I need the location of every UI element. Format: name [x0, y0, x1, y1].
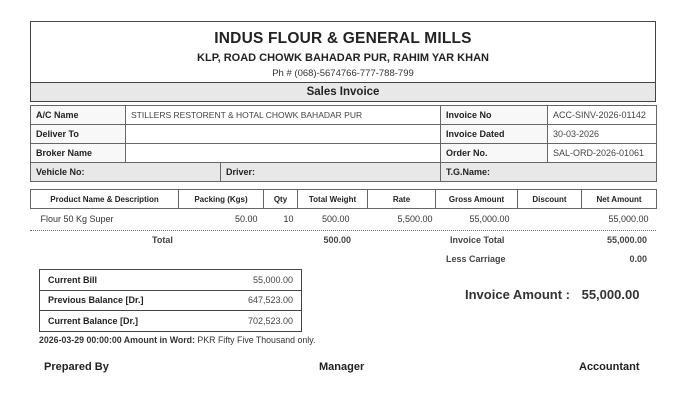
balance-table [39, 269, 302, 332]
invoice-no-value: ACC-SINV-2026-01142 [548, 106, 657, 125]
items-table [30, 189, 657, 229]
col-header-rate: Rate [368, 190, 436, 209]
amount-in-word [39, 335, 315, 345]
current-balance-value: 702,523.00 [190, 311, 302, 332]
less-carriage-value: 0.00 [629, 254, 647, 264]
item-qty: 10 [283, 213, 294, 224]
invoice-amount [465, 287, 639, 302]
item-rate: 5,500.00 [397, 213, 433, 224]
col-header-discount: Discount [518, 190, 582, 209]
item-weight: 500.00 [321, 213, 350, 224]
items-divider [30, 230, 656, 231]
invoice-title: Sales Invoice [30, 82, 656, 102]
table-row [31, 209, 657, 229]
broker-name-value [126, 144, 441, 163]
prepared-by-label: Prepared By [44, 361, 109, 373]
col-header-net: Net Amount [582, 190, 657, 209]
total-weight: 500.00 [323, 235, 351, 245]
previous-balance-value: 647,523.00 [190, 290, 302, 311]
order-no-label: Order No. [441, 144, 548, 163]
amount-in-word-text: PKR Fifty Five Thousand only. [197, 335, 316, 345]
company-address: KLP, ROAD CHOWK BAHADAR PUR, RAHIM YAR KHAN [197, 52, 489, 64]
order-no-value: SAL-ORD-2026-01061 [548, 144, 657, 163]
invoice-info-table [30, 105, 657, 182]
ac-name-value: STILLERS RESTORENT & HOTAL CHOWK BAHADAR PUR [126, 106, 441, 125]
accountant-label: Accountant [579, 361, 640, 373]
invoice-header [30, 21, 656, 82]
item-gross: 55,000.00 [469, 213, 510, 224]
invoice-total-label: Invoice Total [450, 235, 505, 245]
col-header-packing: Packing (Kgs) [179, 190, 264, 209]
invoice-amount-value: 55,000.00 [581, 287, 640, 302]
col-header-product: Product Name & Description [31, 190, 179, 209]
balance-row-current-bill [40, 270, 302, 291]
col-header-gross: Gross Amount [436, 190, 518, 209]
col-header-qty: Qty [264, 190, 298, 209]
info-row-ac-name [31, 106, 657, 125]
item-packing: 50.00 [234, 213, 258, 224]
col-header-weight: Total Weight [298, 190, 368, 209]
current-balance-label: Current Balance [Dr.] [40, 311, 190, 332]
invoice-no-label: Invoice No [441, 106, 548, 125]
ac-name-label: A/C Name [31, 106, 126, 125]
info-row-broker [31, 144, 657, 163]
company-name: INDUS FLOUR & GENERAL MILLS [214, 30, 472, 47]
less-carriage-label: Less Carriage [446, 254, 506, 264]
current-bill-value: 55,000.00 [190, 270, 302, 291]
vehicle-no-label: Vehicle No: [31, 163, 221, 182]
balance-row-current-balance [40, 311, 302, 332]
info-row-vehicle [31, 163, 657, 182]
broker-name-label: Broker Name [31, 144, 126, 163]
total-label: Total [152, 235, 173, 245]
company-phone: Ph # (068)-5674766-777-788-799 [272, 68, 414, 79]
tg-name-label: T.G.Name: [441, 163, 657, 182]
item-net: 55,000.00 [608, 213, 649, 224]
invoice-dated-value: 30-03-2026 [548, 125, 657, 144]
item-discount [518, 209, 582, 229]
items-header-row [31, 190, 657, 209]
info-row-deliver-to [31, 125, 657, 144]
current-bill-label: Current Bill [40, 270, 190, 291]
invoice-total-value: 55,000.00 [606, 235, 647, 245]
invoice-dated-label: Invoice Dated [441, 125, 548, 144]
deliver-to-value [126, 125, 441, 144]
item-product: Flour 50 Kg Super [40, 213, 114, 224]
amount-in-word-prefix: 2026-03-29 00:00:00 Amount in Word: [39, 335, 195, 345]
balance-row-previous [40, 290, 302, 311]
previous-balance-label: Previous Balance [Dr.] [40, 290, 190, 311]
driver-label: Driver: [221, 163, 441, 182]
invoice-amount-label: Invoice Amount : [465, 287, 570, 302]
deliver-to-label: Deliver To [31, 125, 126, 144]
manager-label: Manager [319, 361, 365, 373]
